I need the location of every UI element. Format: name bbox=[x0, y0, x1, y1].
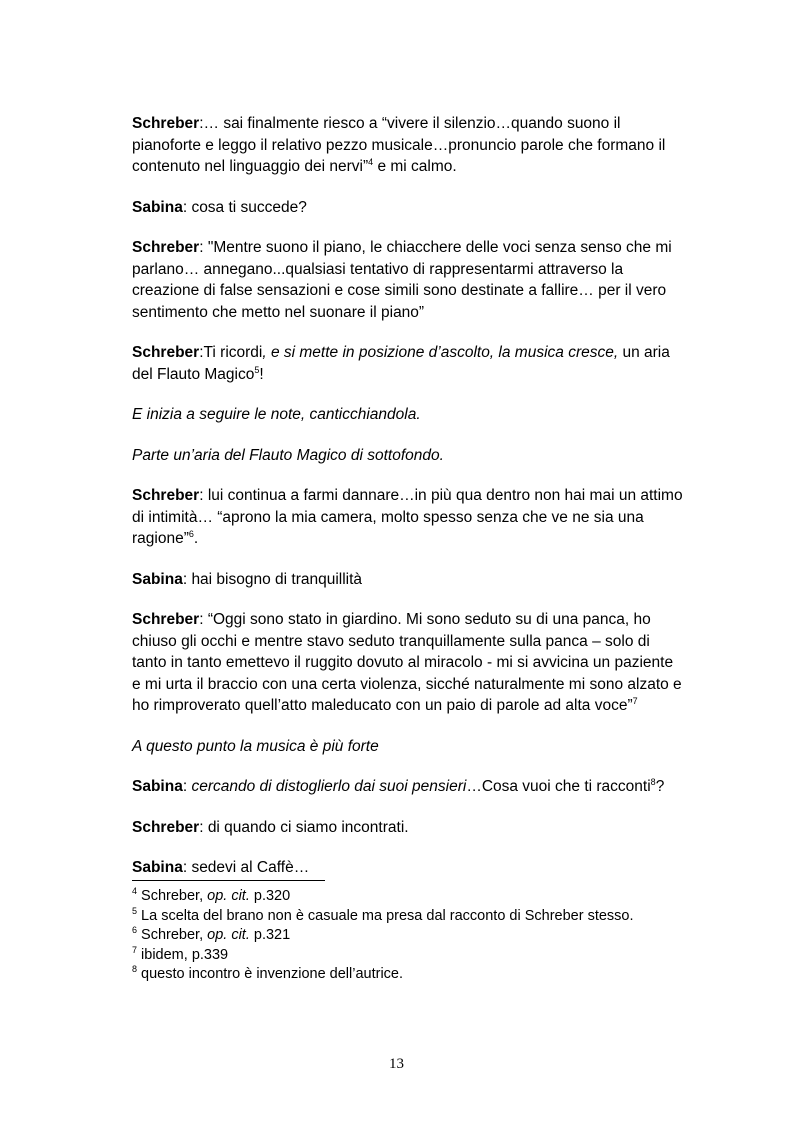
dialogue-line bbox=[132, 736, 684, 758]
text-run: ! bbox=[259, 365, 264, 383]
footnote-number: 7 bbox=[132, 944, 138, 955]
dialogue-line bbox=[132, 113, 684, 178]
text-run: p.321 bbox=[249, 927, 291, 943]
text-run: : “Oggi sono stato in giardino. Mi sono seduto su di una panca, ho chiuso gli occhi e mentre stavo seduto tranquillamente sulla panca – solo di tanto in tanto emettevo il ruggito dovuto al miracolo - mi si avvicina un paziente e mi urta il braccio con una certa violenza, sicché naturalmente mi sono alzato e ho rimproverato quell’atto maleducato con un paio di parole ad alta voce” bbox=[132, 611, 682, 714]
text-run: p.320 bbox=[249, 888, 291, 904]
speaker-name: Schreber bbox=[132, 239, 200, 256]
text-run: La scelta del brano non è casuale ma presa dal racconto di Schreber stesso. bbox=[137, 907, 634, 924]
footnote-separator bbox=[132, 880, 325, 881]
text-run: :… sai finalmente riesco a “vivere il silenzio…quando suono il pianoforte e leggo il relativo pezzo musicale…pronuncio parole che formano il contenuto nel linguaggio dei nervi” bbox=[132, 115, 666, 175]
speaker-name: Schreber bbox=[132, 818, 200, 836]
stage-direction: A questo punto la musica è più forte bbox=[132, 737, 379, 755]
text-run: …Cosa vuoi che ti racconti bbox=[466, 778, 651, 795]
footnote-number: 6 bbox=[132, 925, 138, 936]
speaker-name: Schreber bbox=[132, 487, 200, 504]
dialogue-line bbox=[132, 569, 684, 591]
stage-direction: , e si mette in posizione d’ascolto, la musica cresce, bbox=[262, 344, 619, 361]
dialogue-line bbox=[132, 342, 684, 385]
speaker-name: Schreber bbox=[132, 115, 200, 132]
footnote bbox=[132, 946, 684, 966]
text-run: Schreber, bbox=[137, 888, 208, 904]
speaker-name: Sabina bbox=[132, 570, 183, 588]
speaker-name: Schreber bbox=[132, 344, 200, 361]
page-number: 13 bbox=[389, 1056, 404, 1072]
footnote bbox=[132, 907, 684, 927]
speaker-name: Sabina bbox=[132, 778, 183, 795]
dialogue-line bbox=[132, 485, 684, 550]
dialogue-line bbox=[132, 776, 684, 798]
footnote-list bbox=[132, 887, 684, 985]
text-run: ? bbox=[655, 778, 665, 795]
text-run: e mi calmo. bbox=[373, 158, 457, 175]
text-run: : cosa ti succede? bbox=[182, 198, 307, 216]
footnote-ref: 4 bbox=[368, 156, 374, 167]
text-run: : lui continua a farmi dannare…in più qua dentro non hai mai un attimo di intimità… “aprono la mia camera, molto spesso senza che ve ne sia una ragione” bbox=[132, 487, 683, 547]
footnote-number: 5 bbox=[132, 905, 138, 916]
text-run: un aria del Flauto Magico bbox=[132, 344, 670, 383]
speaker-name: Sabina bbox=[132, 859, 183, 876]
dialogue-line bbox=[132, 197, 684, 219]
footnote-ref: 5 bbox=[254, 364, 260, 375]
text-run: : bbox=[182, 778, 192, 795]
stage-direction: op. cit. bbox=[207, 888, 250, 904]
footnote-ref: 7 bbox=[632, 695, 638, 706]
dialogue-line bbox=[132, 237, 684, 323]
footnote bbox=[132, 887, 684, 907]
footnote-ref: 6 bbox=[188, 528, 194, 539]
text-run: Schreber, bbox=[137, 927, 208, 943]
stage-direction: Parte un’aria del Flauto Magico di sottofondo. bbox=[132, 446, 444, 464]
stage-direction: op. cit. bbox=[207, 927, 250, 943]
text-run: : hai bisogno di tranquillità bbox=[182, 570, 363, 588]
text-run: : di quando ci siamo incontrati. bbox=[199, 818, 409, 836]
text-run: : sedevi al Caffè… bbox=[182, 859, 310, 876]
footnote-ref: 8 bbox=[650, 776, 656, 787]
dialogue-line bbox=[132, 609, 684, 717]
dialogue-line bbox=[132, 817, 684, 839]
footnote-number: 4 bbox=[132, 886, 138, 897]
text-run: . bbox=[193, 530, 199, 547]
footnote bbox=[132, 965, 684, 985]
speaker-name: Sabina bbox=[132, 198, 183, 216]
footnote-number: 8 bbox=[132, 964, 138, 975]
text-run: questo incontro è invenzione dell’autrice. bbox=[137, 966, 404, 982]
footnote bbox=[132, 926, 684, 946]
text-run: :Ti ricordi bbox=[199, 344, 263, 361]
text-run: : "Mentre suono il piano, le chiacchere delle voci senza senso che mi parlano… annegano...qualsiasi tentativo di rappresentarmi attraverso la creazione di false sensazioni e cose simili sono destinate a fallire… per il vero sentimento che metto nel suonare il piano” bbox=[132, 239, 672, 321]
dialogue-line bbox=[132, 857, 684, 879]
text-run: ibidem, p.339 bbox=[137, 946, 229, 963]
dialogue-line bbox=[132, 445, 684, 467]
footnotes-section bbox=[132, 880, 684, 985]
stage-direction: cercando di distoglierlo dai suoi pensieri bbox=[191, 778, 467, 795]
script-body bbox=[132, 113, 684, 898]
speaker-name: Schreber bbox=[132, 611, 200, 628]
dialogue-line bbox=[132, 404, 684, 426]
stage-direction: E inizia a seguire le note, canticchiandola. bbox=[132, 406, 421, 423]
